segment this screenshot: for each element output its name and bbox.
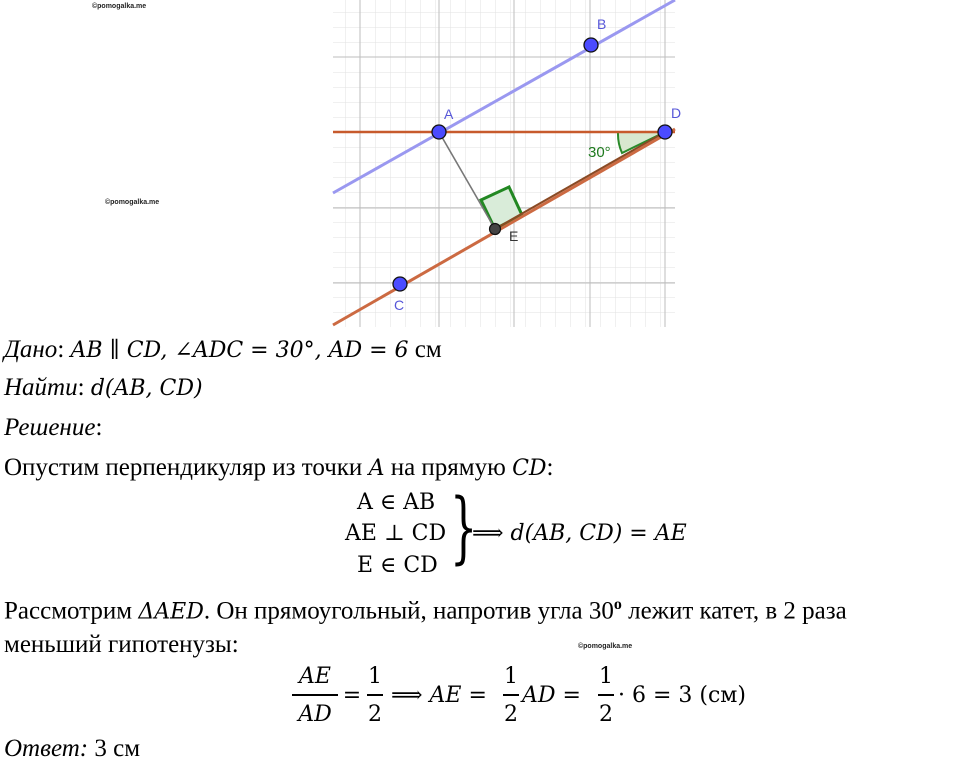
step1-mid: на прямую	[390, 454, 506, 481]
solution-label: Решение	[4, 414, 96, 441]
formula-mid: ⟹ AE =	[391, 683, 487, 708]
answer-label: Ответ:	[4, 735, 89, 762]
step2-text1: Рассмотрим	[4, 597, 133, 625]
angle-label: 30°	[588, 144, 611, 161]
geometry-figure	[333, 0, 682, 327]
system-brace: }	[450, 483, 478, 573]
answer-text: 3 см	[94, 735, 141, 762]
frac4-num: 1	[599, 664, 613, 689]
step1-line-name: CD	[512, 456, 547, 481]
frac1-den: AD	[298, 702, 332, 727]
step2-text2: . Он прямоугольный, напротив угла 30	[203, 597, 614, 625]
frac3-den: 2	[504, 702, 518, 727]
point-a	[432, 125, 446, 139]
find-label: Найти	[4, 374, 78, 401]
step1-end: :	[546, 454, 554, 481]
given-text: AB ∥ CD, ∠ADC = 30°, AD = 6	[70, 338, 409, 363]
label-b: B	[597, 16, 607, 32]
frac2-num: 1	[368, 664, 382, 689]
point-c	[393, 277, 407, 291]
given-colon: :	[57, 336, 65, 363]
system-row-2: AE ⊥ CD	[345, 521, 447, 546]
point-e	[490, 224, 501, 235]
step2-text3: лежит катет, в 2 раза	[628, 597, 847, 625]
system-row-1: A ∈ AB	[357, 490, 436, 515]
label-d: D	[671, 105, 682, 121]
step2-line2: меньший гипотенузы:	[4, 631, 239, 658]
step1-point: A	[368, 456, 385, 481]
frac4-bar	[598, 694, 614, 696]
find-line	[4, 373, 203, 404]
formula-end: · 6 = 3 (см)	[618, 683, 746, 708]
solution-colon: :	[95, 414, 103, 441]
step2-line	[4, 590, 847, 627]
formula-mid2: AD =	[522, 683, 581, 708]
frac1-bar	[292, 694, 338, 696]
answer-line	[4, 734, 140, 764]
label-e: E	[509, 228, 519, 244]
frac2-bar	[367, 694, 383, 696]
frac1-num: AE	[299, 664, 331, 689]
frac4-den: 2	[599, 702, 613, 727]
point-b	[584, 38, 598, 52]
watermark-middle: ©pomogalka.me	[105, 199, 160, 206]
step1-line	[4, 453, 554, 484]
point-d	[658, 125, 672, 139]
step2-triangle: ΔAED	[138, 599, 204, 625]
frac3-bar	[503, 694, 519, 696]
frac3-num: 1	[504, 664, 518, 689]
step2-degree: o	[613, 596, 622, 613]
find-colon: :	[77, 374, 85, 401]
watermark-bottom: ©pomogalka.me	[578, 643, 633, 650]
solution-line	[4, 413, 102, 443]
given-line	[4, 335, 442, 366]
system-row-3: E ∈ CD	[357, 553, 438, 578]
frac2-den: 2	[368, 702, 382, 727]
given-label: Дано	[4, 336, 58, 363]
eq1: =	[342, 683, 362, 708]
label-a: A	[444, 106, 454, 122]
watermark-top: ©pomogalka.me	[92, 3, 147, 10]
step1-text: Опустим перпендикуляр из точки	[4, 454, 363, 481]
label-c: C	[394, 297, 405, 313]
given-unit: см	[414, 336, 442, 363]
find-text: d(AB, CD)	[90, 376, 203, 401]
system-result: ⟹ d(AB, CD) = AE	[472, 521, 687, 546]
